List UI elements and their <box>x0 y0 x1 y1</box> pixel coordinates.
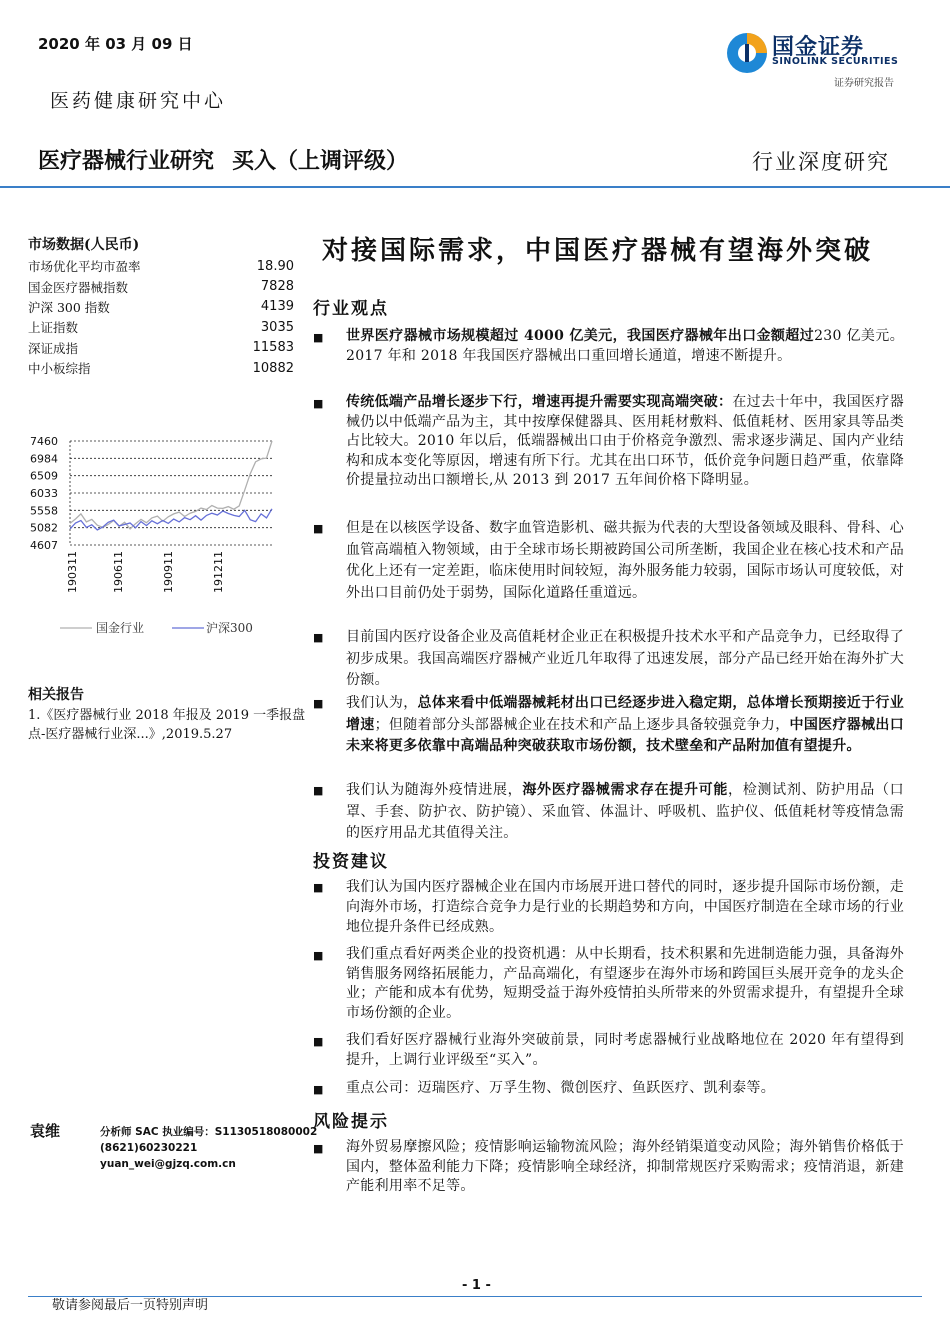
bullet-icon: ■ <box>313 1142 324 1155</box>
bullet-icon: ■ <box>313 1035 324 1048</box>
report-date: 2020 年 03 月 09 日 <box>38 35 193 53</box>
page-number: - 1 - <box>462 1278 491 1293</box>
research-center: 医药健康研究中心 <box>50 90 227 112</box>
market-label: 沪深 300 指数 <box>28 299 110 315</box>
rating-label: 买入（上调评级） <box>232 149 409 174</box>
paragraph-text: ，检测试剂、防护用品（口罩、手套、防护衣、防护镜）、采血管、体温计、呼吸机、监护仪、低值耗材等疫情急需的医疗用品尤其值得关注。 <box>346 782 904 841</box>
analyst-name: 袁维 <box>30 1122 61 1140</box>
market-value: 4139 <box>260 299 294 315</box>
bullet-icon: ■ <box>313 397 324 410</box>
x-tick-label: 191211 <box>212 551 225 593</box>
y-tick-label: 6509 <box>30 469 58 483</box>
bullet-icon: ■ <box>313 949 324 962</box>
legend-label: 沪深300 <box>206 621 253 635</box>
paragraph-text: 在过去十年中，我国医疗器械仍以中低端产品为主，其中按摩保健器具、医用耗材敷料、低值耗材、医用家具等品类占比较大。2010 年以后，低端器械出口由于价格竞争激烈、需求逐步满足、国内产业结构和成本变化等原因，增速有所下行。尤其在出口环节，低价竞争问题日趋严重，依靠降价提量拉动出口额增长,从 2013 到 2017 五年间价格下降明显。 <box>346 394 904 488</box>
index-line-chart <box>26 425 306 645</box>
market-value: 18.90 <box>256 258 294 274</box>
paragraph: 海外贸易摩擦风险；疫情影响运输物流风险；海外经销渠道变动风险；海外销售价格低于国内，整体盈利能力下降；疫情影响全球经济，抑制常规医疗采购需求；疫情消退，新建产能利用率不足等。 <box>346 1139 904 1194</box>
analyst-info <box>100 1124 317 1172</box>
paragraph: 但是在以核医学设备、数字血管造影机、磁共振为代表的大型设备领域及眼科、骨科、心血管高端植入物领域，由于全球市场长期被跨国公司所垄断，我国企业在核心技术和产品优化上还有一定差距，临床使用时间较短，海外服务能力较弱，国际市场认可度较低，对外出口目前仍处于弱势，国际化道路任重道远。 <box>346 520 904 601</box>
market-value: 3035 <box>260 319 294 335</box>
bullet-icon: ■ <box>313 631 324 644</box>
section-risk: 风险提示 <box>313 1112 389 1132</box>
paragraph-bold: 中国医疗器械出口未来将更多依靠中高端品种突破获取市场份额，技术壁垒和产品附加值有望提升。 <box>346 716 904 754</box>
bullet-icon: ■ <box>313 881 324 894</box>
paragraph <box>346 780 904 845</box>
market-value: 7828 <box>260 279 294 295</box>
paragraph <box>346 393 904 491</box>
paragraph: 我们重点看好两类企业的投资机遇：从中长期看，技术积累和先进制造能力强，具备海外销售服务网络拓展能力，产品高端化，有望逐步在海外市场和跨国巨头展开竞争的龙头企业；产能和成本有优势，短期受益于海外疫情拍头所带来的外贸需求提升，有望提升全球市场份额的企业。 <box>346 946 904 1021</box>
x-tick-label: 190611 <box>112 551 125 593</box>
market-label: 中小板综指 <box>28 361 91 377</box>
industry-title: 医疗器械行业研究 <box>38 149 215 174</box>
report-type: 行业深度研究 <box>752 150 890 174</box>
market-label: 上证指数 <box>28 320 79 336</box>
header-divider <box>0 186 950 188</box>
market-label: 市场优化平均市盈率 <box>28 259 141 275</box>
legend-label: 国金行业 <box>96 621 145 635</box>
paragraph-text: 230 亿美元。2017 年和 2018 年我国医疗器械出口重回增长通道，增速不断提升。 <box>346 328 905 364</box>
market-label: 国金医疗器械指数 <box>28 279 129 295</box>
paragraph-bold: 海外医疗器械需求存在提升可能 <box>522 782 729 798</box>
series-line <box>70 441 272 529</box>
market-row <box>28 256 294 276</box>
y-tick-label: 6984 <box>30 452 58 466</box>
bullet-icon: ■ <box>313 331 324 344</box>
bullet-icon: ■ <box>313 1083 324 1096</box>
y-tick-label: 5558 <box>30 504 58 518</box>
paragraph: 我们看好医疗器械行业海外突破前景，同时考虑器械行业战略地位在 2020 年有望得到提升，上调行业评级至“买入”。 <box>346 1032 904 1068</box>
footer-disclaimer: 敬请参阅最后一页特别声明 <box>52 1298 209 1313</box>
y-tick-label: 5082 <box>30 521 58 535</box>
bullet-icon: ■ <box>313 522 324 535</box>
market-row <box>28 317 294 337</box>
analyst-sac: 分析师 SAC 执业编号：S1130518080002 <box>100 1126 318 1138</box>
paragraph-text: 我们认为随海外疫情进展， <box>346 782 523 798</box>
market-data-table <box>28 256 294 378</box>
logo-subtitle: 证券研究报告 <box>834 78 894 89</box>
market-row <box>28 276 294 296</box>
market-row <box>28 358 294 378</box>
analyst-email: yuan_wei@gjzq.com.cn <box>100 1158 236 1170</box>
related-report-item: 1.《医疗器械行业 2018 年报及 2019 一季报盘点-医疗器械行业深...》,2019.5.27 <box>28 708 306 742</box>
bullet-icon: ■ <box>313 697 324 710</box>
market-value: 10882 <box>252 360 294 376</box>
paragraph <box>346 693 904 758</box>
x-tick-label: 190311 <box>66 551 79 593</box>
market-row <box>28 297 294 317</box>
bullet-icon: ■ <box>313 784 324 797</box>
paragraph-bold: 总体来看中低端器械耗材出口已经逐步进入稳定期，总体增长预期接近于行业增速 <box>346 695 905 733</box>
paragraph-text: 我们认为， <box>346 695 418 711</box>
section-industry-view: 行业观点 <box>313 299 389 319</box>
market-label: 深证成指 <box>28 340 79 356</box>
x-tick-label: 190911 <box>162 551 175 593</box>
paragraph: 目前国内医疗设备企业及高值耗材企业正在积极提升技术水平和产品竞争力，已经取得了初步成果。我国高端医疗器械产业近几年取得了迅速发展，部分产品已经开始在海外扩大份额。 <box>346 629 904 688</box>
market-row <box>28 338 294 358</box>
paragraph <box>346 327 904 366</box>
y-tick-label: 4607 <box>30 539 58 552</box>
paragraph-bold: 世界医疗器械市场规模超过 4000 亿美元，我国医疗器械年出口金额超过 <box>346 328 815 344</box>
sinolink-logo-icon <box>724 30 770 76</box>
market-data-title: 市场数据(人民币) <box>28 237 140 253</box>
market-value: 11583 <box>252 340 294 356</box>
section-investment: 投资建议 <box>313 852 389 872</box>
y-tick-label: 6033 <box>30 487 58 500</box>
logo-name: 国金证券 <box>772 35 865 60</box>
report-heading <box>38 144 408 175</box>
paragraph: 我们认为国内医疗器械企业在国内市场展开进口替代的同时，逐步提升国际市场份额，走向海外市场，打造综合竞争力是行业的长期趋势和方向，中国医疗制造在全球市场的行业地位提升条件已经成熟。 <box>346 879 904 935</box>
related-reports-title: 相关报告 <box>28 687 84 703</box>
y-tick-label: 7460 <box>30 435 58 448</box>
paragraph: 重点公司：迈瑞医疗、万孚生物、微创医疗、鱼跃医疗、凯利泰等。 <box>346 1080 775 1096</box>
paragraph-text: ；但随着部分头部器械企业在技术和产品上逐步具备较强竞争力， <box>374 716 790 733</box>
logo-english: SINOLINK SECURITIES <box>772 56 899 67</box>
analyst-phone: (8621)60230221 <box>100 1142 198 1154</box>
report-title: 对接国际需求，中国医疗器械有望海外突破 <box>322 236 874 266</box>
paragraph-bold: 传统低端产品增长逐步下行，增速再提升需要实现高端突破： <box>346 394 733 410</box>
